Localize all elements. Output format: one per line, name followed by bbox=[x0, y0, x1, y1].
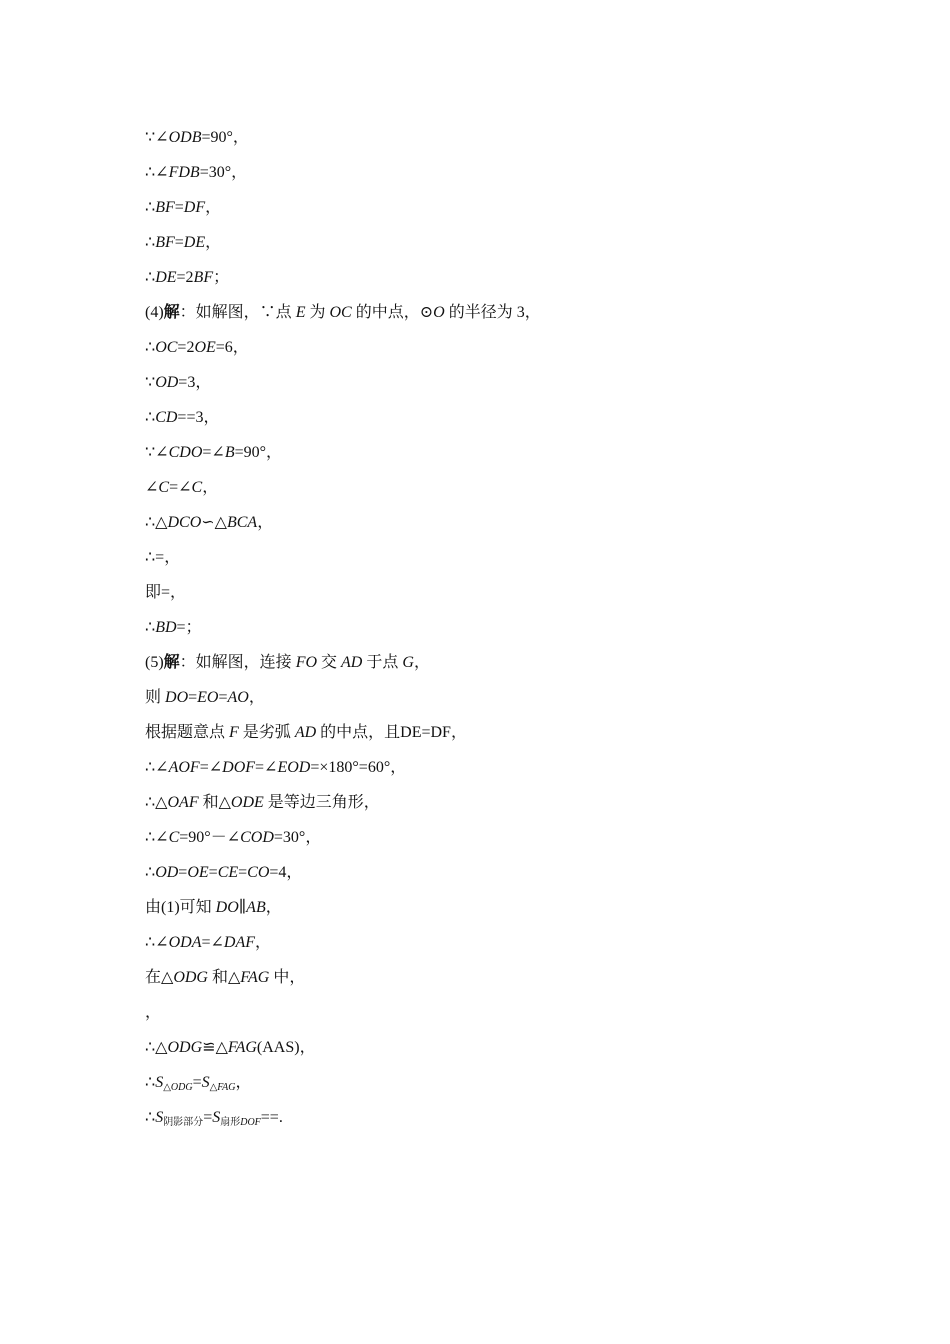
text-line: ∵∠ODB=90°， bbox=[145, 129, 249, 146]
text-line: (5)解：如解图，连接 FO 交 AD 于点 G， bbox=[145, 654, 430, 671]
subscript: 阴影部分 bbox=[163, 1117, 204, 1128]
text-line: 则 DO=EO=AO， bbox=[145, 689, 265, 706]
text-line: ∴∠ODA=∠DAF， bbox=[145, 934, 272, 951]
text-line: ∴BD=； bbox=[145, 619, 202, 636]
text-line: 根据题意点 F 是劣弧 AD 的中点，且DE=DF， bbox=[145, 724, 467, 741]
text-line: ∵OD=3， bbox=[145, 374, 212, 391]
text-line: ∴OD=OE=CE=CO=4， bbox=[145, 864, 303, 881]
text-line: ∠C=∠C， bbox=[145, 479, 219, 496]
text-line: ∴∠FDB=30°， bbox=[145, 164, 248, 181]
text-line: ， bbox=[145, 1004, 162, 1021]
text-line: ∴CD==3， bbox=[145, 409, 220, 426]
text-line: (4)解：如解图，∵点 E 为 OC 的中点，⊙O 的半径为 3， bbox=[145, 304, 541, 321]
text-line: ∴DE=2BF； bbox=[145, 269, 230, 286]
text-line: ∴=， bbox=[145, 549, 181, 566]
text-line: ∴△DCO∽△BCA， bbox=[145, 514, 274, 531]
text-line: ∴∠C=90°－∠COD=30°， bbox=[145, 829, 322, 846]
text-line: 在△ODG 和△FAG 中， bbox=[145, 969, 306, 986]
text-line: ∴BF=DF， bbox=[145, 199, 222, 216]
text-line: $\therefore S_{阴影部分}=S_{扇形DOF}==$. bbox=[145, 1109, 283, 1128]
text-line: $\therefore S_{\triangle ODG}=S_{\triangle FAG}$， bbox=[145, 1074, 252, 1093]
text-line: ∴BF=DE， bbox=[145, 234, 222, 251]
text-line: 由(1)可知 DO∥AB， bbox=[145, 899, 282, 916]
text-line: ∴△OAF 和△ODE 是等边三角形， bbox=[145, 794, 380, 811]
text-line: ∴△ODG≌△FAG(AAS)， bbox=[145, 1039, 316, 1056]
subscript: △ODG bbox=[163, 1082, 193, 1093]
text-line: ∴∠AOF=∠DOF=∠EOD=×180°=60°， bbox=[145, 759, 407, 776]
subscript: 扇形DOF bbox=[220, 1117, 261, 1128]
text-line: ∵∠CDO=∠B=90°， bbox=[145, 444, 283, 461]
text-line: 即=， bbox=[145, 584, 187, 601]
text-line: ∴OC=2OE=6， bbox=[145, 339, 249, 356]
subscript: △FAG bbox=[209, 1082, 236, 1093]
